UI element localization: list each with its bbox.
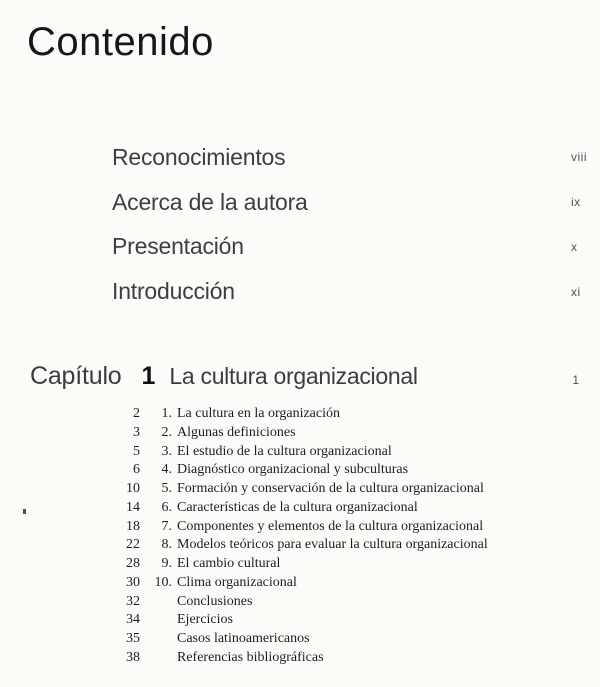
toc-row xyxy=(108,443,590,462)
toc-item-title: Formación y conservación de la cultura organizacional xyxy=(177,481,484,496)
toc-row xyxy=(108,611,590,630)
toc-row xyxy=(108,649,590,668)
toc-item-number: 5. xyxy=(161,481,172,496)
toc-item-title: El cambio cultural xyxy=(177,556,281,571)
front-matter-row xyxy=(112,135,597,180)
toc-item-title: Modelos teóricos para evaluar la cultura organizacional xyxy=(177,537,488,553)
page-title: Contenido xyxy=(27,20,214,64)
toc-row xyxy=(108,424,590,443)
chapter-page-number: 1 xyxy=(572,373,579,387)
toc-page-number: 22 xyxy=(126,537,140,553)
toc-item-title: Algunas definiciones xyxy=(177,424,296,440)
front-matter-page-number: xi xyxy=(571,284,581,299)
toc-item-number: 6. xyxy=(161,499,172,515)
front-matter-page-number: x xyxy=(571,239,578,254)
toc-page-number: 35 xyxy=(126,631,140,646)
toc-item-number: 1. xyxy=(161,406,172,421)
toc-item-number xyxy=(140,630,177,649)
front-matter-row xyxy=(112,269,597,314)
toc-page-number: 14 xyxy=(126,499,140,515)
toc-row xyxy=(108,630,590,649)
toc-page-number: 38 xyxy=(126,649,140,665)
toc-item-title: Ejercicios xyxy=(177,612,233,628)
scan-artifact-speck xyxy=(23,509,26,514)
toc-page-number: 18 xyxy=(126,518,140,534)
chapter-title: La cultura organizacional xyxy=(169,363,418,389)
toc-page-number: 30 xyxy=(126,574,140,590)
toc-item-title: Diagnóstico organizacional y subculturas xyxy=(177,462,409,478)
front-matter-label: Acerca de la autora xyxy=(112,188,308,215)
front-matter-page-number: ix xyxy=(571,195,581,210)
toc-item-title: Clima organizacional xyxy=(177,574,297,590)
toc-item-title: Casos latinoamericanos xyxy=(177,631,310,646)
toc-item-number: 3. xyxy=(161,443,172,459)
toc-row xyxy=(108,461,590,480)
toc-item-number: 4. xyxy=(161,462,172,478)
toc-item-title: Referencias bibliográficas xyxy=(177,649,324,665)
toc-item-number: 2. xyxy=(161,424,172,440)
toc-row xyxy=(108,405,590,424)
front-matter-label: Introducción xyxy=(112,278,235,305)
toc-item-number: 10. xyxy=(154,574,172,590)
chapter-number: 1 xyxy=(141,362,156,390)
toc-item-number: 7. xyxy=(161,518,172,534)
toc-row xyxy=(108,574,590,593)
toc-page-number: 34 xyxy=(126,612,140,628)
toc-row xyxy=(108,518,590,537)
chapter-heading xyxy=(30,356,579,400)
toc-page-number: 10 xyxy=(126,481,140,496)
toc-row xyxy=(108,555,590,574)
toc-item-title: Características de la cultura organizacional xyxy=(177,499,418,515)
toc-row xyxy=(108,593,590,612)
toc-row xyxy=(108,499,590,518)
toc-page-number: 6 xyxy=(133,462,140,478)
toc-item-number xyxy=(140,611,177,630)
toc-item-number: 8. xyxy=(161,537,172,553)
front-matter-page-number: viii xyxy=(571,150,587,165)
toc-page-number: 32 xyxy=(126,593,140,609)
front-matter-list xyxy=(112,135,597,314)
front-matter-row xyxy=(112,180,597,225)
toc-page-number: 5 xyxy=(133,443,140,459)
toc-item-number xyxy=(140,593,177,612)
front-matter-label: Presentación xyxy=(112,233,244,260)
front-matter-row xyxy=(112,225,597,270)
toc-page-number: 2 xyxy=(133,406,140,421)
front-matter-label: Reconocimientos xyxy=(112,143,286,170)
toc-list xyxy=(108,405,590,668)
toc-item-number xyxy=(140,649,177,668)
toc-item-title: La cultura en la organización xyxy=(177,406,340,421)
toc-item-title: El estudio de la cultura organizacional xyxy=(177,443,392,459)
toc-row xyxy=(108,536,590,555)
toc-page-number: 28 xyxy=(126,556,140,571)
toc-item-title: Componentes y elementos de la cultura organizacional xyxy=(177,518,484,534)
chapter-prefix: Capítulo xyxy=(30,362,122,390)
toc-item-title: Conclusiones xyxy=(177,593,253,609)
toc-row xyxy=(108,480,590,499)
toc-page-number: 3 xyxy=(133,424,140,440)
toc-item-number: 9. xyxy=(161,556,172,571)
